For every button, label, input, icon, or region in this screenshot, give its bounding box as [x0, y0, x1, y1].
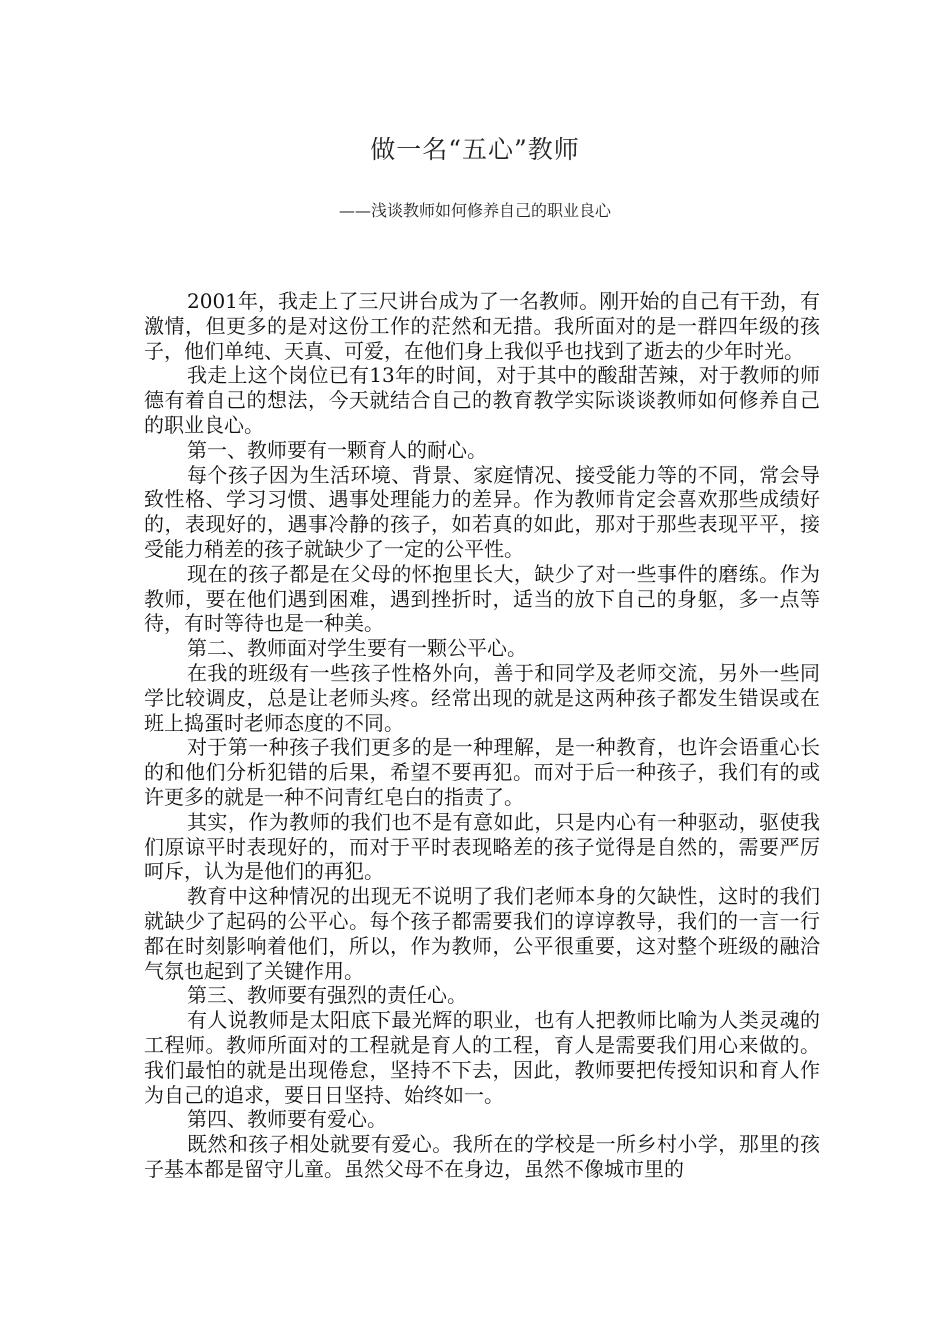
paragraph-7: 其实，作为教师的我们也不是有意如此，只是内心有一种驱动，驱使我们原谅平时表现好的，而对于平时表现略差的孩子觉得是自然的，需要严厉呵斥，认为是他们的再犯。	[144, 809, 820, 884]
paragraph-1: 2001年，我走上了三尺讲台成为了一名教师。刚开始的自己有干劲，有激情，但更多的是对这份工作的茫然和无措。我所面对的是一群四年级的孩子，他们单纯、天真、可爱，在他们身上我似乎也找到了逝去的少年时光。	[144, 289, 820, 363]
paragraph-5: 在我的班级有一些孩子性格外向，善于和同学及老师交流，另外一些同学比较调皮，总是让老师头疼。经常出现的就是这两种孩子都发生错误或在班上捣蛋时老师态度的不同。	[144, 660, 820, 735]
paragraph-8: 教育中这种情况的出现无不说明了我们老师本身的欠缺性，这时的我们就缺少了起码的公平心。每个孩子都需要我们的谆谆教导，我们的一言一行都在时刻影响着他们，所以，作为教师，公平很重要，这对整个班级的融洽气氛也起到了关键作用。	[144, 884, 820, 983]
paragraph-10: 既然和孩子相处就要有爱心。我所在的学校是一所乡村小学，那里的孩子基本都是留守儿童。虽然父母不在身边，虽然不像城市里的	[144, 1132, 820, 1181]
paragraph-4: 现在的孩子都是在父母的怀抱里长大，缺少了对一些事件的磨练。作为教师，要在他们遇到困难，遇到挫折时，适当的放下自己的身躯，多一点等待，有时等待也是一种美。	[144, 561, 820, 636]
paragraph-9: 有人说教师是太阳底下最光辉的职业，也有人把教师比喻为人类灵魂的工程师。教师所面对的工程就是育人的工程，育人是需要我们用心来做的。我们最怕的就是出现倦怠，坚持不下去，因此，教师要把传授知识和育人作为自己的追求，要日日坚持、始终如一。	[144, 1008, 820, 1107]
section-heading-3: 第三、教师要有强烈的责任心。	[187, 983, 467, 1008]
section-heading-1: 第一、教师要有一颗育人的耐心。	[187, 437, 487, 462]
paragraph-6: 对于第一种孩子我们更多的是一种理解，是一种教育，也许会语重心长的和他们分析犯错的后果，希望不要再犯。而对于后一种孩子，我们有的或许更多的就是一种不问青红皂白的指责了。	[144, 735, 820, 809]
section-heading-2: 第二、教师面对学生要有一颗公平心。	[187, 636, 527, 661]
paragraph-3: 每个孩子因为生活环境、背景、家庭情况、接受能力等的不同，常会导致性格、学习习惯、遇事处理能力的差异。作为教师肯定会喜欢那些成绩好的，表现好的，遇事冷静的孩子，如若真的如此，那对于那些表现平平，接受能力稍差的孩子就缺少了一定的公平性。	[144, 462, 820, 561]
document-title: 做一名“五心”教师	[370, 135, 580, 164]
paragraph-2: 我走上这个岗位已有13年的时间，对于其中的酸甜苦辣，对于教师的师德有着自己的想法，今天就结合自己的教育教学实际谈谈教师如何修养自己的职业良心。	[144, 363, 820, 437]
section-heading-4: 第四、教师要有爱心。	[187, 1107, 387, 1132]
document-body	[144, 289, 820, 1182]
document-subtitle: ——浅谈教师如何修养自己的职业良心	[338, 201, 611, 220]
